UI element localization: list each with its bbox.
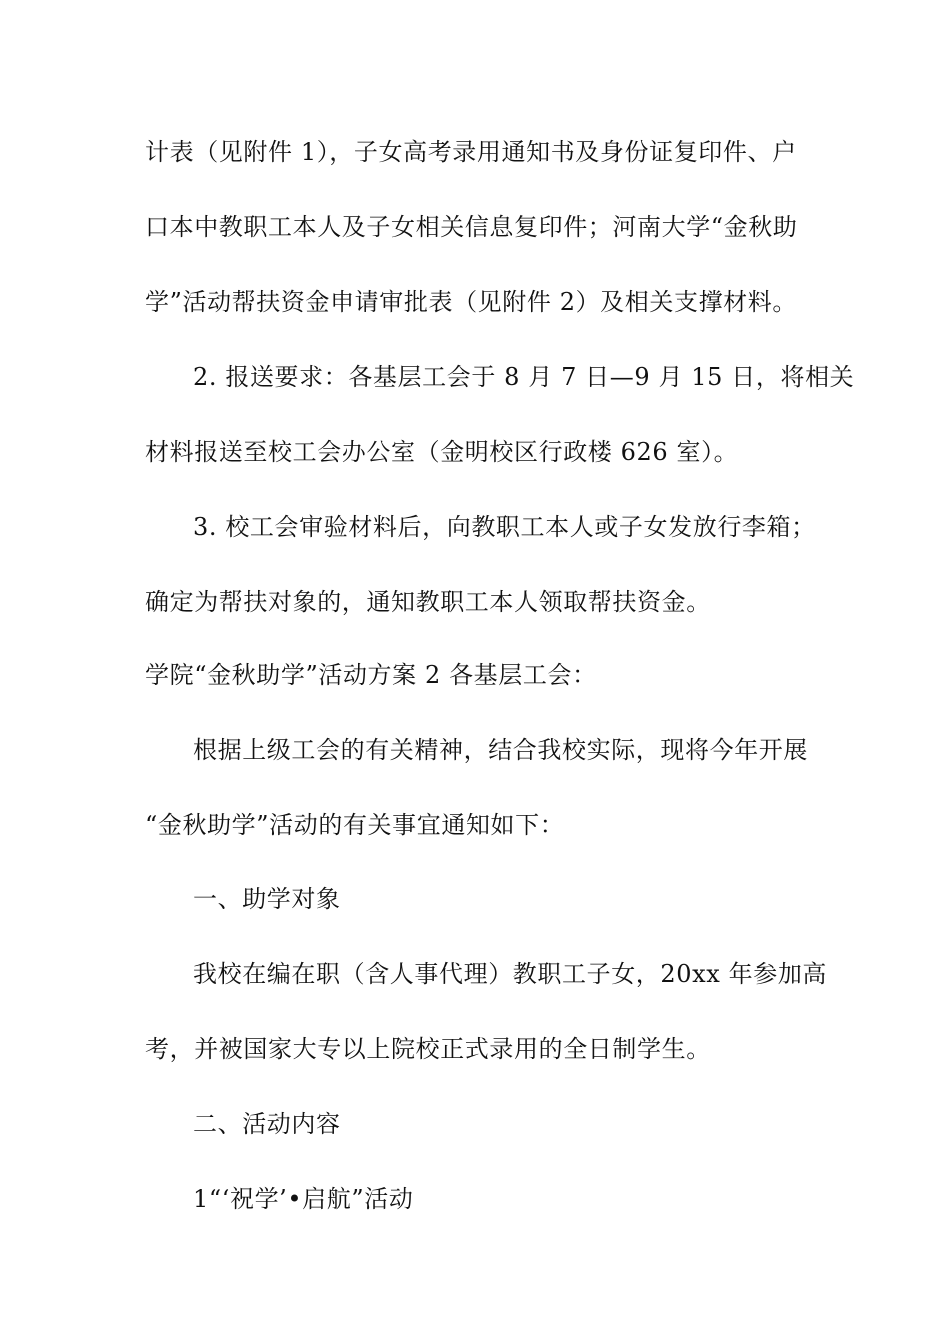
text-line: 材料报送至校工会办公室（金明校区行政楼 626 室）。 (145, 438, 739, 466)
text-line: 根据上级工会的有关精神，结合我校实际，现将今年开展 (193, 736, 808, 764)
text-line: “金秋助学”活动的有关事宜通知如下： (145, 811, 565, 839)
section-heading: 二、活动内容 (193, 1110, 341, 1138)
text-line: 考，并被国家大专以上院校正式录用的全日制学生。 (145, 1035, 711, 1063)
text-line: 确定为帮扶对象的，通知教职工本人领取帮扶资金。 (145, 588, 711, 616)
text-line: 学”活动帮扶资金申请审批表（见附件 2）及相关支撑材料。 (145, 288, 797, 316)
text-line: 计表（见附件 1），子女高考录用通知书及身份证复印件、户 (145, 138, 797, 166)
subsection-heading: 1“‘祝学’•启航”活动 (193, 1185, 414, 1213)
text-line: 我校在编在职（含人事代理）教职工子女，20xx 年参加高 (193, 960, 828, 988)
text-line: 3. 校工会审验材料后，向教职工本人或子女发放行李箱； (193, 513, 816, 541)
section-heading: 一、助学对象 (193, 885, 341, 913)
text-line: 口本中教职工本人及子女相关信息复印件；河南大学“金秋助 (145, 213, 798, 241)
text-line: 2. 报送要求：各基层工会于 8 月 7 日—9 月 15 日，将相关 (193, 363, 855, 391)
section-heading: 学院“金秋助学”活动方案 2 各基层工会： (145, 661, 597, 689)
